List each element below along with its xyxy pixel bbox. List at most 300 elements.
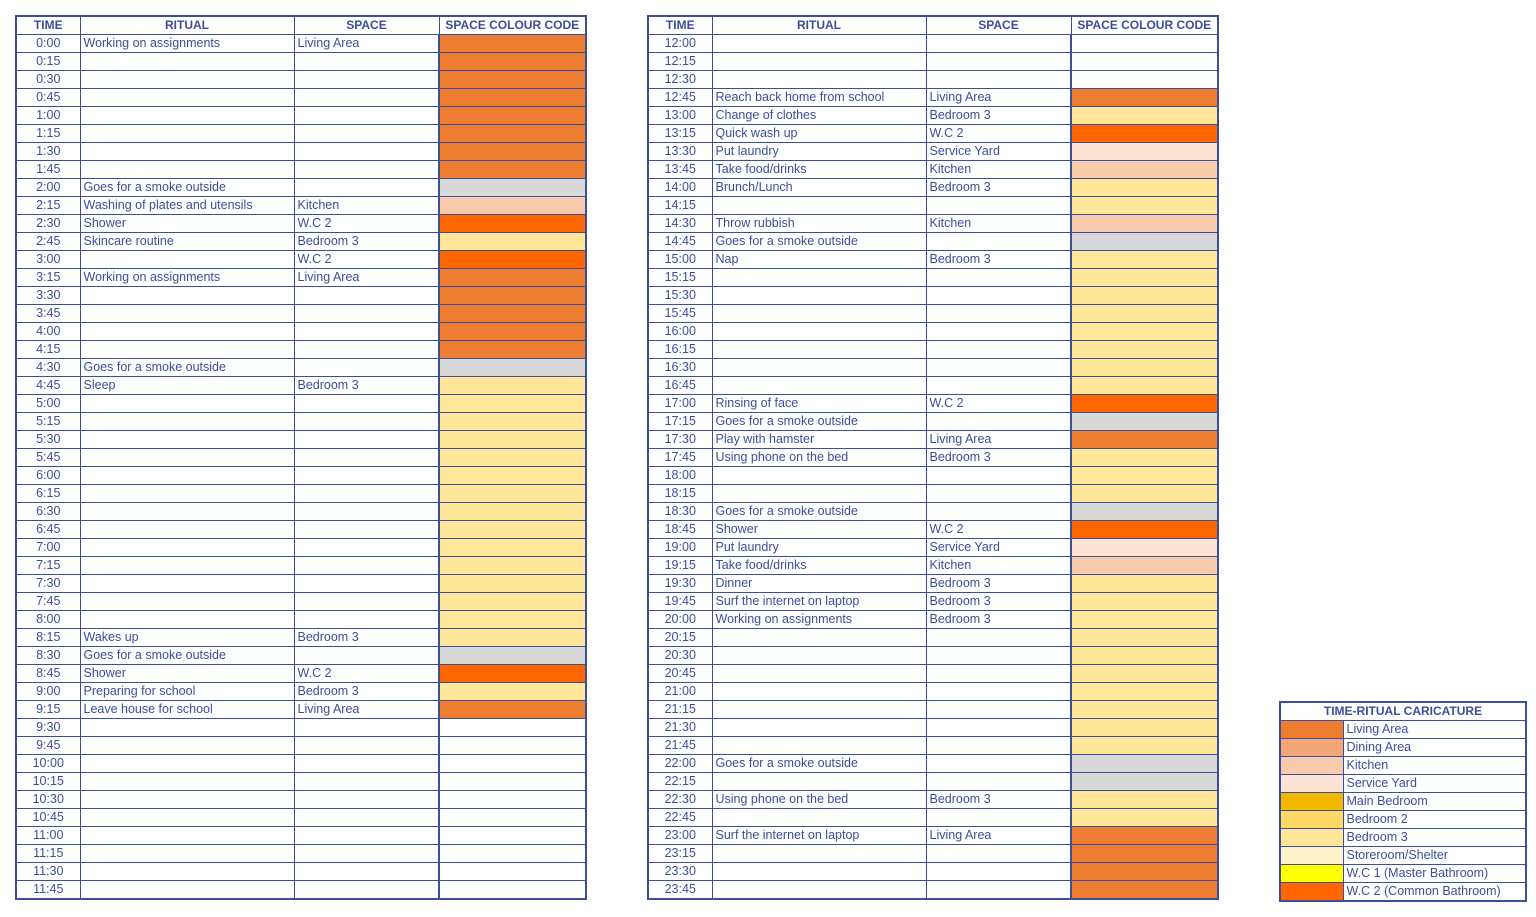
table-row <box>16 845 586 863</box>
space-cell <box>294 593 439 611</box>
colour-code-cell <box>1071 53 1218 71</box>
legend-item <box>1280 757 1526 775</box>
space-cell <box>294 647 439 665</box>
legend-swatch <box>1280 829 1343 847</box>
legend-item <box>1280 721 1526 739</box>
colour-code-cell <box>1071 503 1218 521</box>
space-cell <box>294 575 439 593</box>
time-cell: 20:45 <box>648 665 712 683</box>
table-row <box>16 71 586 89</box>
time-cell: 1:45 <box>16 161 80 179</box>
colour-code-cell <box>439 377 586 395</box>
ritual-cell: Wakes up <box>80 629 294 647</box>
colour-code-cell <box>1071 719 1218 737</box>
table-row <box>16 827 586 845</box>
time-cell: 9:00 <box>16 683 80 701</box>
colour-code-cell <box>439 665 586 683</box>
space-cell: Kitchen <box>926 215 1071 233</box>
time-cell: 16:30 <box>648 359 712 377</box>
ritual-cell: Goes for a smoke outside <box>712 503 926 521</box>
ritual-cell <box>80 863 294 881</box>
ritual-cell: Leave house for school <box>80 701 294 719</box>
colour-code-cell <box>439 251 586 269</box>
colour-code-cell <box>439 71 586 89</box>
table-row <box>648 719 1218 737</box>
colour-code-cell <box>1071 629 1218 647</box>
colour-code-cell <box>1071 197 1218 215</box>
colour-code-cell <box>1071 89 1218 107</box>
colour-code-cell <box>439 791 586 809</box>
colour-code-cell <box>439 845 586 863</box>
space-cell: W.C 2 <box>294 251 439 269</box>
time-cell: 15:30 <box>648 287 712 305</box>
space-cell <box>926 773 1071 791</box>
ritual-cell <box>712 287 926 305</box>
space-cell: Bedroom 3 <box>926 611 1071 629</box>
space-cell <box>294 521 439 539</box>
colour-code-cell <box>1071 683 1218 701</box>
ritual-cell <box>712 341 926 359</box>
time-cell: 21:15 <box>648 701 712 719</box>
colour-code-cell <box>439 683 586 701</box>
ritual-cell <box>80 557 294 575</box>
legend-swatch <box>1280 883 1343 902</box>
ritual-cell <box>80 827 294 845</box>
colour-code-cell <box>1071 791 1218 809</box>
table-row <box>648 557 1218 575</box>
space-cell <box>294 611 439 629</box>
colour-code-cell <box>439 215 586 233</box>
time-cell: 12:15 <box>648 53 712 71</box>
colour-code-cell <box>439 107 586 125</box>
colour-code-cell <box>439 143 586 161</box>
time-cell: 14:45 <box>648 233 712 251</box>
legend-label: Living Area <box>1343 721 1526 739</box>
colour-code-cell <box>439 503 586 521</box>
colour-code-cell <box>1071 521 1218 539</box>
space-cell <box>294 125 439 143</box>
colour-code-cell <box>439 359 586 377</box>
time-cell: 21:00 <box>648 683 712 701</box>
time-cell: 15:00 <box>648 251 712 269</box>
time-cell: 11:00 <box>16 827 80 845</box>
table-row <box>16 593 586 611</box>
time-header: TIME <box>16 16 80 35</box>
table-row <box>16 665 586 683</box>
colour-code-cell <box>439 233 586 251</box>
time-cell: 5:15 <box>16 413 80 431</box>
ritual-cell: Reach back home from school <box>712 89 926 107</box>
colour-code-cell <box>439 593 586 611</box>
table-row <box>16 647 586 665</box>
time-cell: 15:45 <box>648 305 712 323</box>
ritual-cell <box>80 611 294 629</box>
colour-code-cell <box>1071 809 1218 827</box>
ritual-cell: Using phone on the bed <box>712 449 926 467</box>
table-row <box>16 305 586 323</box>
space-cell <box>294 359 439 377</box>
legend-label: W.C 2 (Common Bathroom) <box>1343 883 1526 902</box>
legend-label: Kitchen <box>1343 757 1526 775</box>
colour-code-cell <box>439 557 586 575</box>
time-cell: 7:00 <box>16 539 80 557</box>
legend-swatch <box>1280 721 1343 739</box>
time-cell: 3:45 <box>16 305 80 323</box>
table-row <box>16 107 586 125</box>
ritual-cell <box>712 719 926 737</box>
ritual-cell: Dinner <box>712 575 926 593</box>
time-cell: 18:15 <box>648 485 712 503</box>
space-cell <box>294 89 439 107</box>
colour-code-cell <box>439 197 586 215</box>
table-row <box>16 89 586 107</box>
time-cell: 10:45 <box>16 809 80 827</box>
table-row <box>648 251 1218 269</box>
table-row <box>648 377 1218 395</box>
space-cell <box>294 809 439 827</box>
table-row <box>648 323 1218 341</box>
colour-code-cell <box>1071 539 1218 557</box>
table-row <box>648 485 1218 503</box>
space-cell: Bedroom 3 <box>294 629 439 647</box>
colour-code-cell <box>1071 323 1218 341</box>
table-row <box>648 791 1218 809</box>
ritual-cell <box>712 305 926 323</box>
time-cell: 15:15 <box>648 269 712 287</box>
legend-label: Dining Area <box>1343 739 1526 757</box>
time-cell: 21:45 <box>648 737 712 755</box>
schedule-body-am <box>16 35 586 900</box>
table-row <box>648 863 1218 881</box>
space-cell <box>294 881 439 900</box>
time-cell: 8:00 <box>16 611 80 629</box>
colour-code-cell <box>1071 359 1218 377</box>
ritual-cell: Goes for a smoke outside <box>80 647 294 665</box>
ritual-cell <box>80 575 294 593</box>
table-row <box>16 557 586 575</box>
table-row <box>648 395 1218 413</box>
ritual-cell: Take food/drinks <box>712 557 926 575</box>
time-cell: 23:30 <box>648 863 712 881</box>
space-header: SPACE <box>926 16 1071 35</box>
table-row <box>648 71 1218 89</box>
ritual-cell: Goes for a smoke outside <box>712 413 926 431</box>
header-row <box>648 16 1218 35</box>
space-cell: Kitchen <box>294 197 439 215</box>
colour-code-cell <box>439 737 586 755</box>
table-row <box>648 215 1218 233</box>
legend-table <box>1279 701 1527 902</box>
table-row <box>648 467 1218 485</box>
time-cell: 20:00 <box>648 611 712 629</box>
legend-item <box>1280 847 1526 865</box>
time-cell: 5:45 <box>16 449 80 467</box>
space-cell <box>926 863 1071 881</box>
colour-code-cell <box>439 809 586 827</box>
table-row <box>648 107 1218 125</box>
colour-code-cell <box>439 701 586 719</box>
ritual-cell <box>80 737 294 755</box>
colour-code-cell <box>1071 737 1218 755</box>
space-cell <box>926 629 1071 647</box>
table-row <box>16 377 586 395</box>
ritual-cell <box>80 503 294 521</box>
ritual-cell: Play with hamster <box>712 431 926 449</box>
table-row <box>648 701 1218 719</box>
ritual-cell: Working on assignments <box>712 611 926 629</box>
space-cell <box>926 719 1071 737</box>
space-cell <box>294 431 439 449</box>
space-cell: Bedroom 3 <box>294 377 439 395</box>
legend-label: Main Bedroom <box>1343 793 1526 811</box>
schedule-body-pm <box>648 35 1218 900</box>
table-row <box>16 395 586 413</box>
space-cell <box>294 143 439 161</box>
colour-code-cell <box>1071 593 1218 611</box>
space-cell <box>294 719 439 737</box>
space-cell: W.C 2 <box>926 395 1071 413</box>
colour-code-cell <box>439 395 586 413</box>
space-cell <box>294 413 439 431</box>
space-cell <box>926 71 1071 89</box>
ritual-cell <box>712 377 926 395</box>
table-row <box>648 359 1218 377</box>
ritual-cell <box>712 701 926 719</box>
colour-code-cell <box>1071 449 1218 467</box>
table-row <box>16 53 586 71</box>
space-cell <box>294 791 439 809</box>
time-cell: 0:45 <box>16 89 80 107</box>
ritual-cell: Surf the internet on laptop <box>712 827 926 845</box>
table-row <box>16 809 586 827</box>
legend-item <box>1280 811 1526 829</box>
legend-header-row <box>1280 702 1526 721</box>
space-cell <box>926 845 1071 863</box>
space-cell <box>926 53 1071 71</box>
colour-code-cell <box>439 521 586 539</box>
colour-code-cell <box>1071 287 1218 305</box>
time-cell: 2:30 <box>16 215 80 233</box>
time-cell: 0:30 <box>16 71 80 89</box>
time-cell: 18:45 <box>648 521 712 539</box>
ritual-cell: Nap <box>712 251 926 269</box>
space-cell <box>926 737 1071 755</box>
time-cell: 12:45 <box>648 89 712 107</box>
time-cell: 2:45 <box>16 233 80 251</box>
time-cell: 1:00 <box>16 107 80 125</box>
ritual-cell <box>712 809 926 827</box>
time-cell: 1:15 <box>16 125 80 143</box>
table-row <box>16 251 586 269</box>
colour-code-cell <box>1071 827 1218 845</box>
time-cell: 0:15 <box>16 53 80 71</box>
time-cell: 7:30 <box>16 575 80 593</box>
table-row <box>16 413 586 431</box>
table-row <box>648 593 1218 611</box>
colour-code-cell <box>1071 845 1218 863</box>
table-row <box>16 503 586 521</box>
space-cell: Bedroom 3 <box>926 791 1071 809</box>
ritual-cell: Surf the internet on laptop <box>712 593 926 611</box>
space-cell: Bedroom 3 <box>926 251 1071 269</box>
time-cell: 21:30 <box>648 719 712 737</box>
time-cell: 11:45 <box>16 881 80 900</box>
table-row <box>16 161 586 179</box>
time-cell: 23:45 <box>648 881 712 900</box>
time-cell: 7:15 <box>16 557 80 575</box>
legend-swatch <box>1280 793 1343 811</box>
table-row <box>648 773 1218 791</box>
colour-code-cell <box>1071 395 1218 413</box>
table-row <box>16 575 586 593</box>
table-row <box>16 179 586 197</box>
space-cell <box>926 683 1071 701</box>
space-cell: Bedroom 3 <box>294 683 439 701</box>
legend-item <box>1280 865 1526 883</box>
ritual-cell <box>712 647 926 665</box>
table-row <box>16 233 586 251</box>
colour-code-cell <box>439 611 586 629</box>
colour-code-cell <box>439 449 586 467</box>
colour-code-cell <box>439 827 586 845</box>
space-cell: Bedroom 3 <box>926 179 1071 197</box>
header-row <box>16 16 586 35</box>
ritual-cell <box>80 251 294 269</box>
table-row <box>16 341 586 359</box>
colour-code-cell <box>1071 881 1218 900</box>
space-cell <box>294 449 439 467</box>
time-cell: 19:30 <box>648 575 712 593</box>
space-cell: W.C 2 <box>926 521 1071 539</box>
time-cell: 11:15 <box>16 845 80 863</box>
table-row <box>16 449 586 467</box>
ritual-cell: Working on assignments <box>80 269 294 287</box>
time-cell: 19:00 <box>648 539 712 557</box>
time-cell: 16:15 <box>648 341 712 359</box>
table-row <box>648 683 1218 701</box>
space-cell <box>294 503 439 521</box>
space-cell: Living Area <box>926 827 1071 845</box>
time-cell: 12:00 <box>648 35 712 53</box>
colour-code-cell <box>439 413 586 431</box>
time-cell: 23:00 <box>648 827 712 845</box>
space-cell <box>294 71 439 89</box>
colour-code-cell <box>1071 575 1218 593</box>
space-cell: Bedroom 3 <box>926 575 1071 593</box>
ritual-header: RITUAL <box>80 16 294 35</box>
table-row <box>16 755 586 773</box>
ritual-cell <box>80 719 294 737</box>
time-cell: 10:30 <box>16 791 80 809</box>
time-cell: 8:45 <box>16 665 80 683</box>
ritual-cell <box>712 737 926 755</box>
colour-code-cell <box>1071 467 1218 485</box>
space-cell <box>294 323 439 341</box>
table-row <box>16 791 586 809</box>
space-cell: Bedroom 3 <box>926 593 1071 611</box>
ritual-cell <box>712 863 926 881</box>
table-row <box>16 629 586 647</box>
ritual-cell: Throw rubbish <box>712 215 926 233</box>
ritual-cell <box>80 845 294 863</box>
space-cell: W.C 2 <box>294 215 439 233</box>
ritual-cell <box>80 143 294 161</box>
space-cell <box>294 863 439 881</box>
colour-code-cell <box>1071 611 1218 629</box>
space-cell: Service Yard <box>926 143 1071 161</box>
space-cell: Service Yard <box>926 539 1071 557</box>
colour-code-cell <box>1071 863 1218 881</box>
space-cell: Living Area <box>926 89 1071 107</box>
time-cell: 16:45 <box>648 377 712 395</box>
table-row <box>16 881 586 900</box>
ritual-cell <box>80 467 294 485</box>
space-cell <box>294 107 439 125</box>
colour-code-cell <box>1071 125 1218 143</box>
space-cell <box>926 305 1071 323</box>
time-cell: 9:15 <box>16 701 80 719</box>
table-row <box>648 197 1218 215</box>
time-cell: 23:15 <box>648 845 712 863</box>
table-row <box>648 575 1218 593</box>
table-row <box>16 521 586 539</box>
time-cell: 6:30 <box>16 503 80 521</box>
table-row <box>648 881 1218 900</box>
space-cell <box>926 647 1071 665</box>
colour-code-cell <box>1071 305 1218 323</box>
table-row <box>16 215 586 233</box>
space-cell: Bedroom 3 <box>294 233 439 251</box>
ritual-cell <box>712 773 926 791</box>
legend-item <box>1280 775 1526 793</box>
space-cell <box>926 197 1071 215</box>
time-header: TIME <box>648 16 712 35</box>
table-row <box>648 539 1218 557</box>
ritual-cell <box>80 323 294 341</box>
table-row <box>16 269 586 287</box>
colour-code-cell <box>439 575 586 593</box>
time-cell: 8:30 <box>16 647 80 665</box>
table-row <box>648 305 1218 323</box>
space-cell <box>294 179 439 197</box>
legend-swatch <box>1280 847 1343 865</box>
ritual-cell <box>80 305 294 323</box>
space-cell <box>294 161 439 179</box>
table-row <box>16 701 586 719</box>
schedule-table-am <box>15 15 587 900</box>
table-row <box>16 611 586 629</box>
table-row <box>16 143 586 161</box>
ritual-cell <box>712 269 926 287</box>
colour-code-cell <box>439 125 586 143</box>
time-cell: 17:00 <box>648 395 712 413</box>
time-cell: 4:30 <box>16 359 80 377</box>
ritual-cell <box>712 845 926 863</box>
time-cell: 20:30 <box>648 647 712 665</box>
time-cell: 3:30 <box>16 287 80 305</box>
space-cell <box>926 485 1071 503</box>
colour-code-cell <box>1071 431 1218 449</box>
time-cell: 1:30 <box>16 143 80 161</box>
colour-code-cell <box>439 179 586 197</box>
colour-code-cell <box>439 467 586 485</box>
colour-code-cell <box>439 89 586 107</box>
ritual-cell <box>712 485 926 503</box>
ritual-cell: Quick wash up <box>712 125 926 143</box>
space-cell <box>294 395 439 413</box>
table-row <box>648 665 1218 683</box>
ritual-cell: Goes for a smoke outside <box>80 179 294 197</box>
